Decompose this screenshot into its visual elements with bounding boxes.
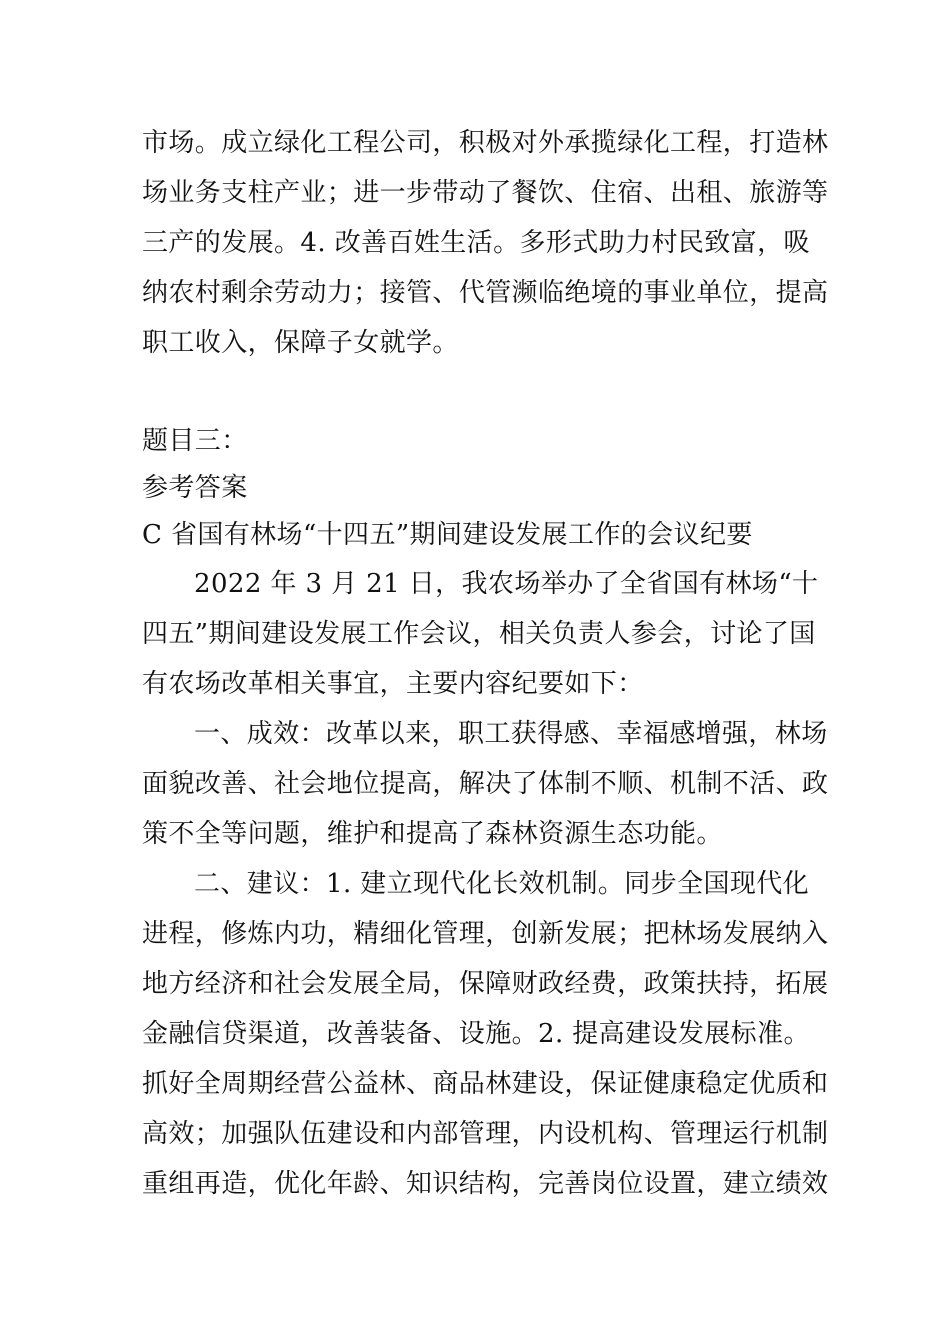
body-line: 纳农村剩余劳动力；接管、代管濒临绝境的事业单位，提高: [142, 278, 829, 308]
suggest-line: 抓好全周期经营公益林、商品林建设，保证健康稳定优质和: [142, 1069, 829, 1099]
suggest-line: 高效；加强队伍建设和内部管理，内设机构、管理运行机制: [142, 1119, 829, 1149]
effect-line: 一、成效：改革以来，职工获得感、幸福感增强，林场: [194, 719, 828, 749]
suggest-line: 重组再造，优化年龄、知识结构，完善岗位设置，建立绩效: [142, 1169, 829, 1199]
effect-line: 面貌改善、社会地位提高，解决了体制不顺、机制不活、政: [142, 769, 829, 799]
suggest-line: 二、建议：1. 建立现代化长效机制。同步全国现代化: [194, 869, 810, 899]
section-gap: [142, 368, 808, 418]
body-line: 职工收入，保障子女就学。: [142, 328, 459, 358]
suggest-line: 进程，修炼内功，精细化管理，创新发展；把林场发展纳入: [142, 919, 829, 949]
suggest-line: 金融信贷渠道，改善装备、设施。2. 提高建设发展标准。: [142, 1019, 810, 1049]
question-label: 题目三：: [142, 426, 248, 456]
suggest-line: 地方经济和社会发展全局，保障财政经费，政策扶持，拓展: [142, 969, 829, 999]
intro-line: 有农场改革相关事宜，主要内容纪要如下：: [142, 669, 644, 699]
body-line: 场业务支柱产业；进一步带动了餐饮、住宿、出租、旅游等: [142, 178, 829, 208]
doc-title: C 省国有林场“十四五”期间建设发展工作的会议纪要: [142, 520, 753, 550]
intro-line: 2022 年 3 月 21 日，我农场举办了全省国有林场“十: [194, 569, 819, 599]
intro-line: 四五”期间建设发展工作会议，相关负责人参会，讨论了国: [142, 619, 816, 649]
effect-line: 策不全等问题，维护和提高了森林资源生态功能。: [142, 819, 723, 849]
body-line: 三产的发展。4. 改善百姓生活。多形式助力村民致富，吸: [142, 228, 810, 258]
body-line: 市场。成立绿化工程公司，积极对外承揽绿化工程，打造林: [142, 128, 829, 158]
answer-label: 参考答案: [142, 473, 248, 503]
document-page: [142, 118, 829, 1209]
